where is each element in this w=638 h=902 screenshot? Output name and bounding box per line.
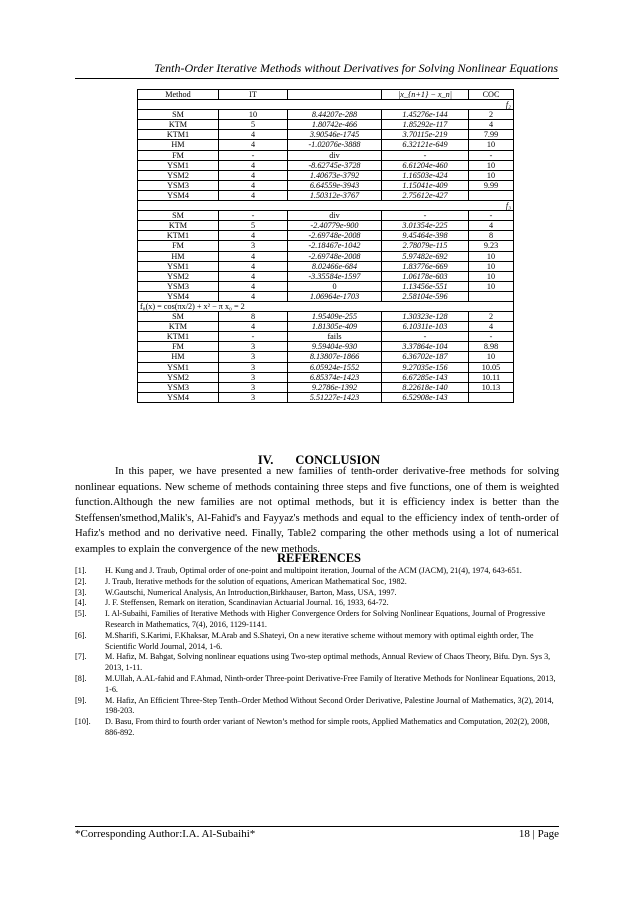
table-cell: 6.61204e-460 bbox=[382, 160, 469, 170]
table-cell: 1.85292e-117 bbox=[382, 120, 469, 130]
table-cell: 1.15041e-409 bbox=[382, 180, 469, 190]
references-list bbox=[75, 566, 559, 739]
table-row bbox=[138, 382, 514, 392]
table-cell: KTM bbox=[138, 221, 219, 231]
table-row bbox=[138, 180, 514, 190]
table-cell: SM bbox=[138, 110, 219, 120]
table-cell: -2.40779e-900 bbox=[288, 221, 382, 231]
table-cell: 1.30323e-128 bbox=[382, 312, 469, 322]
table-cell: 3.90546e-1745 bbox=[288, 130, 382, 140]
table-cell: 10 bbox=[469, 261, 514, 271]
table-cell: 6.67285e-143 bbox=[382, 372, 469, 382]
table-cell: 1.06964e-1703 bbox=[288, 291, 382, 301]
table-cell: HM bbox=[138, 352, 219, 362]
reference-number: [9]. bbox=[75, 695, 87, 705]
table-cell: - bbox=[382, 150, 469, 160]
table-cell: -2.69748e-2008 bbox=[288, 231, 382, 241]
table-cell: YSM2 bbox=[138, 271, 219, 281]
reference-item bbox=[75, 652, 559, 674]
reference-text: M. Hafiz, M. Bahgat, Solving nonlinear equations using Two-step optimal methods, Annual Review of Chaos Theory, Bifu. Dyn. Sys 3, 2013, 1-11. bbox=[105, 652, 551, 673]
table-cell: 6.64559e-3943 bbox=[288, 180, 382, 190]
table-cell: 1.16503e-424 bbox=[382, 170, 469, 180]
table-row bbox=[138, 130, 514, 140]
reference-text: M. Hafiz, An Efficient Three-Step Tenth–Order Method Without Second Order Derivative, Palestine Journal of Mathematics, 3(2), 2014, 198-203. bbox=[105, 695, 554, 716]
table-cell: SM bbox=[138, 211, 219, 221]
table-cell: 5.51227e-1423 bbox=[288, 392, 382, 402]
table-cell: YSM3 bbox=[138, 281, 219, 291]
table-cell: div bbox=[288, 211, 382, 221]
section-number: IV. bbox=[257, 453, 274, 467]
reference-item bbox=[75, 696, 559, 718]
table-cell: 9.27035e-156 bbox=[382, 362, 469, 372]
table-cell: 9.45464e-398 bbox=[382, 231, 469, 241]
table-cell: -3.35584e-1597 bbox=[288, 271, 382, 281]
table-row bbox=[138, 120, 514, 130]
table-row bbox=[138, 221, 514, 231]
reference-number: [3]. bbox=[75, 587, 87, 597]
table-cell: 3.01354e-225 bbox=[382, 221, 469, 231]
table-cell: 5 bbox=[219, 120, 288, 130]
table-cell: 9.59404e-930 bbox=[288, 342, 382, 352]
column-header-difference: |x_{n+1} − x_n| bbox=[382, 90, 469, 100]
table-row bbox=[138, 160, 514, 170]
reference-item bbox=[75, 577, 559, 588]
table-cell: 3 bbox=[219, 362, 288, 372]
table-cell: -8.62745e-3728 bbox=[288, 160, 382, 170]
footer-rule bbox=[75, 826, 559, 827]
header-rule bbox=[75, 78, 559, 79]
table-cell: 10 bbox=[469, 352, 514, 362]
column-header-coc: COC bbox=[469, 90, 514, 100]
table-cell: 3 bbox=[219, 382, 288, 392]
table-row bbox=[138, 150, 514, 160]
table-cell: -2.69748e-2008 bbox=[288, 251, 382, 261]
table-row bbox=[138, 140, 514, 150]
references-heading: REFERENCES bbox=[276, 551, 362, 565]
reference-text: M.Sharifi, S.Karimi, F.Khaksar, M.Arab and S.Shateyi, On a new iterative scheme without memory with optimal eighth order, The Scientific World Journal, 2014, 1-6. bbox=[105, 630, 534, 651]
table-cell: 3 bbox=[219, 372, 288, 382]
reference-item bbox=[75, 631, 559, 653]
table-cell: 1.83776e-669 bbox=[382, 261, 469, 271]
table-cell: YSM4 bbox=[138, 392, 219, 402]
table-cell: - bbox=[469, 211, 514, 221]
table-cell: 4 bbox=[469, 221, 514, 231]
table-cell: 8 bbox=[469, 231, 514, 241]
table-cell bbox=[469, 392, 514, 402]
table-cell: 4 bbox=[219, 231, 288, 241]
reference-text: H. Kung and J. Traub, Optimal order of one-point and multipoint iteration, Journal of the ACM (JACM), 21(4), 1974, 643-651. bbox=[105, 566, 522, 575]
table-cell: - bbox=[219, 332, 288, 342]
table-cell: 1.95409e-255 bbox=[288, 312, 382, 322]
table-cell: - bbox=[469, 332, 514, 342]
table-cell: 6.10311e-103 bbox=[382, 322, 469, 332]
table-cell: 8 bbox=[219, 312, 288, 322]
footer-page-number: 18 | Page bbox=[518, 828, 559, 840]
table-cell: 4 bbox=[219, 261, 288, 271]
table-row bbox=[138, 352, 514, 362]
table-cell: -2.18467e-1042 bbox=[288, 241, 382, 251]
table-row bbox=[138, 241, 514, 251]
reference-item bbox=[75, 598, 559, 609]
table-cell: 6.32121e-649 bbox=[382, 140, 469, 150]
table-cell: 10 bbox=[469, 140, 514, 150]
table-cell: 10 bbox=[469, 160, 514, 170]
table-row bbox=[138, 372, 514, 382]
table-cell: 4 bbox=[219, 281, 288, 291]
table-cell: 8.13807e-1866 bbox=[288, 352, 382, 362]
table-cell: 8.22618e-140 bbox=[382, 382, 469, 392]
table-cell: 6.05924e-1552 bbox=[288, 362, 382, 372]
table-cell: - bbox=[469, 150, 514, 160]
table-cell: 4 bbox=[219, 251, 288, 261]
table-section-label: f₃ bbox=[138, 201, 514, 211]
table-row bbox=[138, 170, 514, 180]
table-cell: -1.02076e-3888 bbox=[288, 140, 382, 150]
table-cell: 2.78079e-115 bbox=[382, 241, 469, 251]
reference-number: [7]. bbox=[75, 652, 87, 662]
table-cell: KTM1 bbox=[138, 130, 219, 140]
table-cell: 6.85374e-1423 bbox=[288, 372, 382, 382]
footer-author: *Corresponding Author:I.A. Al-Subaihi* bbox=[75, 828, 256, 840]
table-row bbox=[138, 261, 514, 271]
table-cell: YSM4 bbox=[138, 190, 219, 200]
table-cell: 2.75612e-427 bbox=[382, 190, 469, 200]
table-cell: 10.13 bbox=[469, 382, 514, 392]
table-cell: 9.99 bbox=[469, 180, 514, 190]
table-cell: 10 bbox=[469, 170, 514, 180]
table-cell: 4 bbox=[219, 140, 288, 150]
table-cell: YSM1 bbox=[138, 261, 219, 271]
table-cell: 3 bbox=[219, 392, 288, 402]
table-cell: 1.80742e-466 bbox=[288, 120, 382, 130]
table-row bbox=[138, 110, 514, 120]
reference-item bbox=[75, 717, 559, 739]
table-cell: 4 bbox=[469, 120, 514, 130]
table-cell: 1.13456e-551 bbox=[382, 281, 469, 291]
table-row bbox=[138, 312, 514, 322]
table-cell: 3.37864e-104 bbox=[382, 342, 469, 352]
table-row bbox=[138, 392, 514, 402]
reference-text: I. Al-Subaihi, Families of Iterative Methods with Higher Convergence Orders for Solving Nonlinear Equations, Journal of Progressive Research in Mathematics, 7(4), 2016, 1129-1141. bbox=[105, 609, 546, 629]
table-row bbox=[138, 291, 514, 301]
table-section-row bbox=[138, 301, 514, 311]
table-cell: 4 bbox=[219, 130, 288, 140]
table-cell: 1.40673e-3792 bbox=[288, 170, 382, 180]
running-header: Tenth-Order Iterative Methods without Derivatives for Solving Nonlinear Equations bbox=[154, 61, 558, 75]
table-cell: 10 bbox=[469, 251, 514, 261]
table-cell: 2 bbox=[469, 110, 514, 120]
table-cell: KTM1 bbox=[138, 332, 219, 342]
table-row bbox=[138, 231, 514, 241]
results-table-body bbox=[138, 90, 514, 403]
table-cell: 5.97482e-692 bbox=[382, 251, 469, 261]
reference-number: [6]. bbox=[75, 630, 87, 640]
table-cell: 8.44207e-288 bbox=[288, 110, 382, 120]
table-cell: 10.05 bbox=[469, 362, 514, 372]
table-cell: KTM bbox=[138, 322, 219, 332]
table-cell: 10 bbox=[469, 281, 514, 291]
table-cell: KTM1 bbox=[138, 231, 219, 241]
reference-item bbox=[75, 566, 559, 577]
reference-number: [5]. bbox=[75, 609, 87, 619]
results-table bbox=[137, 89, 514, 403]
table-cell: YSM1 bbox=[138, 160, 219, 170]
table-cell: 4 bbox=[219, 190, 288, 200]
table-cell: HM bbox=[138, 140, 219, 150]
reference-text: J. F. Steffensen, Remark on iteration, Scandinavian Actuarial Journal. 16, 1933, 64-72. bbox=[105, 598, 389, 608]
table-cell: 4 bbox=[219, 180, 288, 190]
table-section-label: f₂ bbox=[138, 100, 514, 110]
table-cell: 5 bbox=[219, 221, 288, 231]
table-cell: FM bbox=[138, 150, 219, 160]
reference-text: W.Gautschi, Numerical Analysis, An Introduction,Birkhauser, Barton, Mass, USA, 1997. bbox=[105, 587, 397, 597]
table-cell: HM bbox=[138, 251, 219, 261]
table-cell: fails bbox=[288, 332, 382, 342]
table-cell: KTM bbox=[138, 120, 219, 130]
table-cell: 1.06178e-603 bbox=[382, 271, 469, 281]
table-cell: 10 bbox=[219, 110, 288, 120]
table-header-row bbox=[138, 90, 514, 100]
table-cell: 4 bbox=[219, 291, 288, 301]
table-cell: 2.58104e-596 bbox=[382, 291, 469, 301]
table-cell: YSM2 bbox=[138, 170, 219, 180]
table-row bbox=[138, 362, 514, 372]
table-cell: 1.45276e-144 bbox=[382, 110, 469, 120]
table-cell: 6.36702e-187 bbox=[382, 352, 469, 362]
table-cell: FM bbox=[138, 241, 219, 251]
table-cell: - bbox=[219, 211, 288, 221]
table-cell: 1.81305e-409 bbox=[288, 322, 382, 332]
table-cell bbox=[469, 291, 514, 301]
reference-number: [10]. bbox=[75, 717, 91, 727]
table-row bbox=[138, 190, 514, 200]
table-row bbox=[138, 322, 514, 332]
table-cell: 8.02466e-684 bbox=[288, 261, 382, 271]
table-cell: 6.52908e-143 bbox=[382, 392, 469, 402]
table-cell: YSM3 bbox=[138, 180, 219, 190]
reference-number: [2]. bbox=[75, 576, 87, 586]
table-cell: SM bbox=[138, 312, 219, 322]
table-cell: 10 bbox=[469, 271, 514, 281]
table-cell: 4 bbox=[219, 170, 288, 180]
reference-number: [8]. bbox=[75, 673, 87, 683]
table-cell: YSM2 bbox=[138, 372, 219, 382]
table-row bbox=[138, 332, 514, 342]
column-header-method: Method bbox=[138, 90, 219, 100]
column-header-it: IT bbox=[219, 90, 288, 100]
table-cell: - bbox=[382, 211, 469, 221]
table-cell: 4 bbox=[219, 271, 288, 281]
reference-text: J. Traub, Iterative methods for the solution of equations, American Mathematical Soc, 1982. bbox=[105, 576, 407, 586]
reference-number: [4]. bbox=[75, 598, 87, 608]
table-cell: 4 bbox=[219, 160, 288, 170]
table-cell: 3 bbox=[219, 352, 288, 362]
conclusion-paragraph: In this paper, we have presented a new families of tenth-order derivative-free methods for solving nonlinear equations. New scheme of methods containing three steps and five functions, one of them is weighted function.Although the new families are not optimal methods, but it is efficiency index is better than the Steffensen'smethod,Malik's, Al-Fahid's and Fayyaz's methods and equal to the efficiency index of tenth-order of Hafiz's method and no derivative need. Finally, Table2 comparing the other methods using a lot of numerical examples to explain the convergence of the new methods. bbox=[75, 466, 559, 555]
table-cell: 9.23 bbox=[469, 241, 514, 251]
table-cell: - bbox=[382, 332, 469, 342]
column-header-error bbox=[288, 90, 382, 100]
table-row bbox=[138, 342, 514, 352]
table-cell bbox=[469, 190, 514, 200]
table-cell: div bbox=[288, 150, 382, 160]
table-cell: FM bbox=[138, 342, 219, 352]
table-cell: 3 bbox=[219, 241, 288, 251]
table-section-row bbox=[138, 201, 514, 211]
table-cell: 7.99 bbox=[469, 130, 514, 140]
table-cell: 4 bbox=[219, 322, 288, 332]
table-row bbox=[138, 211, 514, 221]
table-row bbox=[138, 281, 514, 291]
table-cell: 4 bbox=[469, 322, 514, 332]
reference-item bbox=[75, 609, 559, 631]
table-row bbox=[138, 271, 514, 281]
table-cell: 10.11 bbox=[469, 372, 514, 382]
table-cell: 2 bbox=[469, 312, 514, 322]
table-cell: 1.50312e-3767 bbox=[288, 190, 382, 200]
reference-text: M.Ullah, A.AL-fahid and F.Ahmad, Ninth-order Three-point Derivative-Free Family of Iterative Methods for Nonlinear Equations, 2013, 1-6. bbox=[105, 673, 556, 694]
table-cell: YSM1 bbox=[138, 362, 219, 372]
reference-item bbox=[75, 588, 559, 599]
table-cell: 9.2786e-1392 bbox=[288, 382, 382, 392]
table-section-row bbox=[138, 100, 514, 110]
reference-text: D. Basu, From third to fourth order variant of Newton’s method for simple roots, Applied Mathematics and Computation, 202(2), 2008, 886-892. bbox=[105, 717, 550, 737]
table-row bbox=[138, 251, 514, 261]
reference-item bbox=[75, 674, 559, 696]
table-cell: 0 bbox=[288, 281, 382, 291]
table-cell: 3 bbox=[219, 342, 288, 352]
table-cell: 3.70115e-219 bbox=[382, 130, 469, 140]
table-cell: 8.98 bbox=[469, 342, 514, 352]
reference-number: [1]. bbox=[75, 566, 87, 575]
table-cell: YSM4 bbox=[138, 291, 219, 301]
table-section-label: f₈(x) = cos(πx/2) + x² − π x₀ = 2 bbox=[138, 301, 514, 311]
section-title: CONCLUSION bbox=[295, 453, 381, 467]
table-cell: YSM3 bbox=[138, 382, 219, 392]
table-cell: - bbox=[219, 150, 288, 160]
